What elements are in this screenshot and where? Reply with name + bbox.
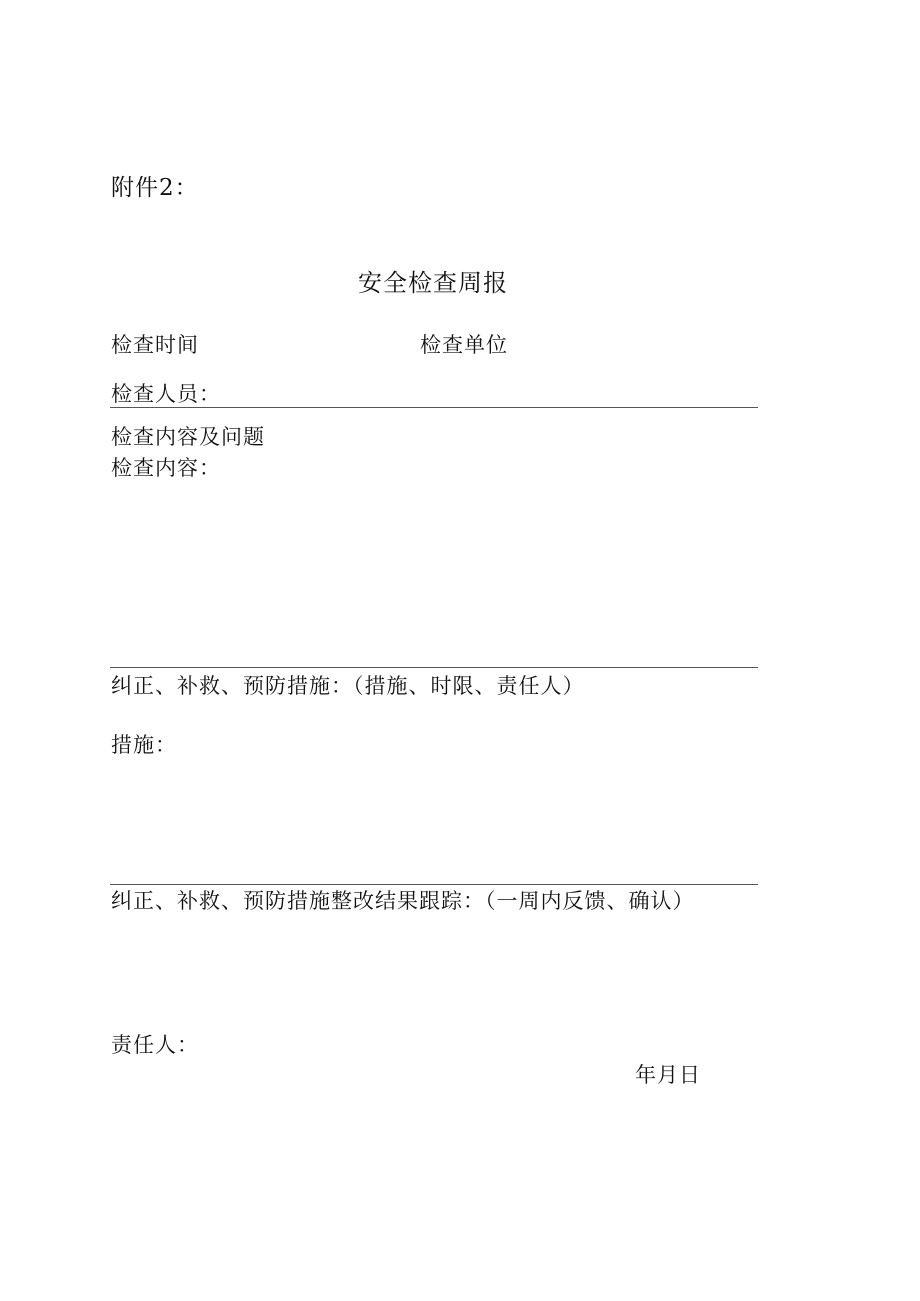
divider-content [110, 667, 758, 668]
divider-inspectors [110, 407, 758, 408]
attachment-label: 附件2： [111, 175, 199, 201]
measures-label: 措施： [111, 733, 177, 757]
date-label: 年月日 [635, 1063, 701, 1087]
measures-heading: 纠正、补救、预防措施：（措施、时限、责任人） [111, 674, 585, 698]
inspection-time-label: 检查时间 [111, 333, 199, 357]
content-label: 检查内容： [111, 456, 221, 480]
tracking-heading: 纠正、补救、预防措施整改结果跟踪：（一周内反馈、确认） [111, 889, 695, 913]
divider-measures [110, 884, 758, 885]
inspection-unit-label: 检查单位 [420, 333, 508, 357]
content-and-issues-heading: 检查内容及问题 [111, 425, 265, 449]
page-title: 安全检查周报 [358, 269, 508, 297]
responsible-label: 责任人： [111, 1033, 199, 1057]
inspectors-label: 检查人员： [111, 382, 221, 406]
